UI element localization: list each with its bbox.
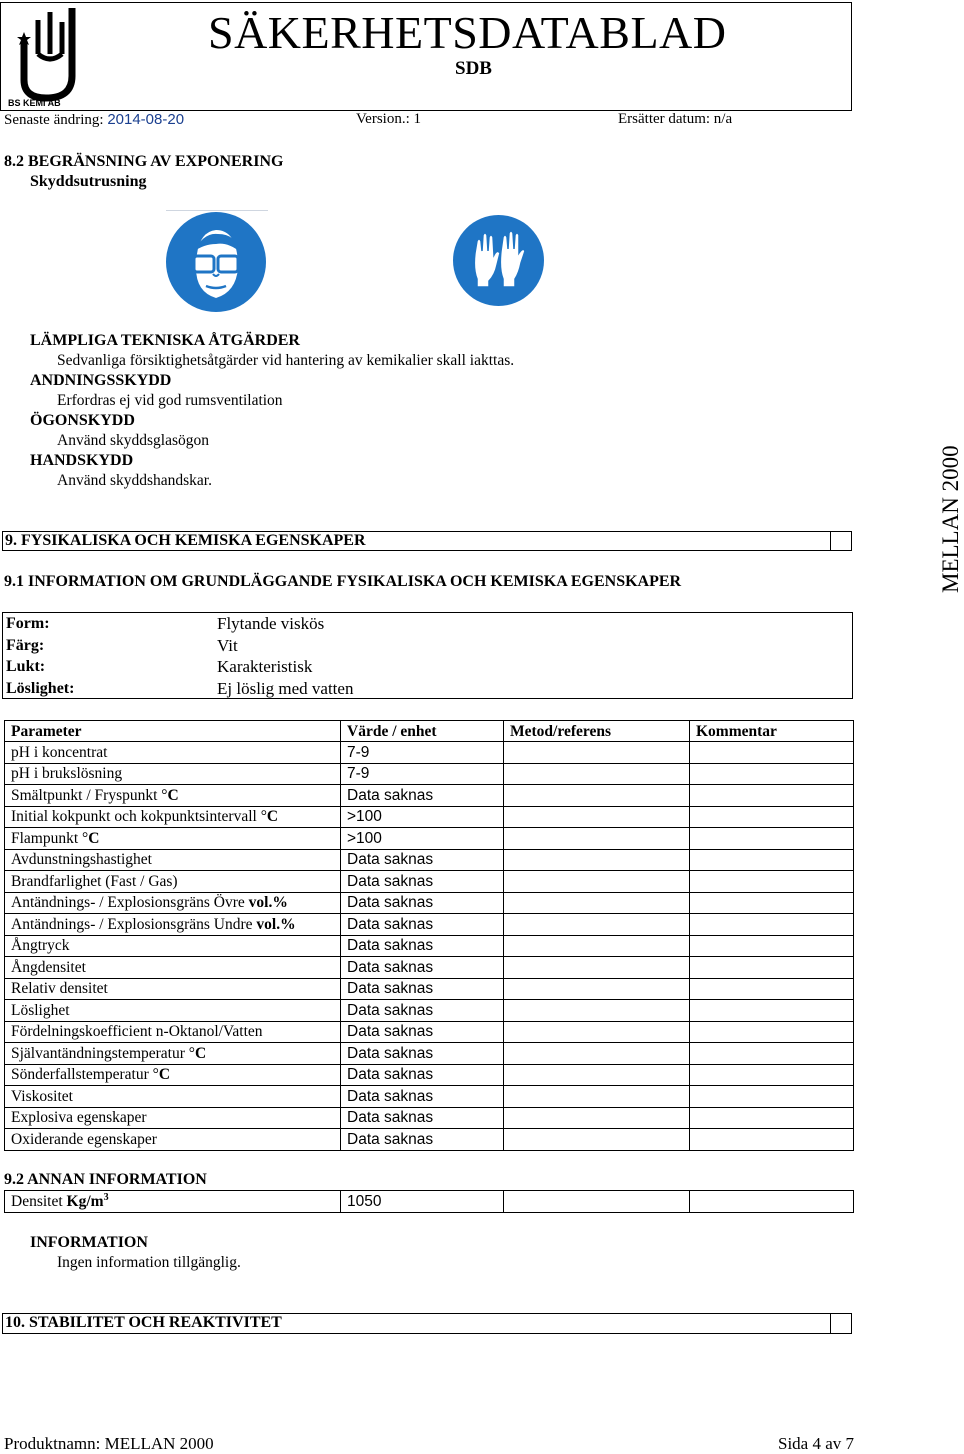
method-cell bbox=[504, 1107, 690, 1129]
value-cell: Data saknas bbox=[341, 1021, 504, 1043]
parameter-cell: Ångdensitet bbox=[5, 957, 341, 979]
parameter-cell: Relativ densitet bbox=[5, 978, 341, 1000]
value-cell: Data saknas bbox=[341, 1064, 504, 1086]
density-table bbox=[4, 1190, 854, 1213]
parameter-cell: Sönderfallstemperatur °C bbox=[5, 1064, 341, 1086]
method-cell bbox=[504, 1043, 690, 1065]
table-row bbox=[5, 742, 854, 764]
method-cell bbox=[504, 785, 690, 807]
value-cell: Data saknas bbox=[341, 849, 504, 871]
method-cell bbox=[504, 828, 690, 850]
method-cell bbox=[504, 1021, 690, 1043]
table-row bbox=[5, 1000, 854, 1022]
parameter-cell: Smältpunkt / Fryspunkt °C bbox=[5, 785, 341, 807]
table-row bbox=[5, 957, 854, 979]
footer-product-name: Produktnamn: MELLAN 2000 bbox=[4, 1434, 214, 1453]
section-9-bar bbox=[2, 531, 852, 551]
respiratory-heading: ANDNINGSSKYDD bbox=[30, 372, 172, 389]
table-row bbox=[5, 1064, 854, 1086]
prop-value: Flytande viskös bbox=[217, 614, 325, 633]
value-cell: Data saknas bbox=[341, 892, 504, 914]
section-10-heading: 10. STABILITET OCH REAKTIVITET bbox=[5, 1314, 282, 1331]
comment-cell bbox=[690, 849, 854, 871]
table-row bbox=[5, 914, 854, 936]
parameter-cell: Initial kokpunkt och kokpunktsintervall °C bbox=[5, 806, 341, 828]
technical-measures-heading: LÄMPLIGA TEKNISKA ÅTGÄRDER bbox=[30, 332, 300, 349]
eye-heading: ÖGONSKYDD bbox=[30, 412, 135, 429]
parameter-cell: Löslighet bbox=[5, 1000, 341, 1022]
method-cell bbox=[504, 1000, 690, 1022]
method-cell bbox=[504, 1086, 690, 1108]
section-8-2-heading: 8.2 BEGRÄNSNING AV EXPONERING bbox=[4, 153, 284, 170]
value-cell: Data saknas bbox=[341, 1107, 504, 1129]
parameter-cell: Avdunstningshastighet bbox=[5, 849, 341, 871]
parameter-cell: Antändnings- / Explosionsgräns Övre vol.% bbox=[5, 892, 341, 914]
parameters-table bbox=[4, 720, 854, 1151]
hand-heading: HANDSKYDD bbox=[30, 452, 134, 469]
pictogram-divider bbox=[166, 210, 268, 211]
replaces-date: Ersätter datum: n/a bbox=[618, 111, 733, 127]
value-cell: Data saknas bbox=[341, 785, 504, 807]
prop-value: Ej löslig med vatten bbox=[217, 679, 354, 698]
parameter-cell: Brandfarlighet (Fast / Gas) bbox=[5, 871, 341, 893]
prop-label: Färg: bbox=[6, 637, 45, 654]
table-row bbox=[5, 806, 854, 828]
density-row bbox=[5, 1191, 854, 1213]
column-header: Parameter bbox=[5, 721, 341, 742]
value-cell: >100 bbox=[341, 828, 504, 850]
version: Version.: 1 bbox=[356, 111, 421, 127]
comment-cell bbox=[690, 763, 854, 785]
table-row bbox=[5, 935, 854, 957]
bs-kemi-logo bbox=[10, 2, 90, 108]
last-changed-date: 2014-08-20 bbox=[107, 111, 185, 128]
comment-cell bbox=[690, 742, 854, 764]
method-cell bbox=[504, 1129, 690, 1151]
table-row bbox=[5, 763, 854, 785]
comment-cell bbox=[690, 1000, 854, 1022]
method-cell bbox=[504, 914, 690, 936]
information-heading: INFORMATION bbox=[30, 1234, 148, 1251]
comment-cell bbox=[690, 1064, 854, 1086]
eye-protection-icon bbox=[166, 212, 266, 317]
comment-cell bbox=[690, 935, 854, 957]
gloves-icon bbox=[453, 215, 544, 311]
density-label: Densitet $Kg/m^3$ bbox=[5, 1191, 341, 1213]
table-row bbox=[5, 1086, 854, 1108]
eye-text: Använd skyddsglasögon bbox=[57, 432, 209, 449]
side-product-label: MELLAN 2000 bbox=[938, 445, 963, 593]
method-cell bbox=[504, 935, 690, 957]
table-row bbox=[5, 892, 854, 914]
method-cell bbox=[504, 763, 690, 785]
value-cell: Data saknas bbox=[341, 871, 504, 893]
prop-label: Löslighet: bbox=[6, 680, 75, 697]
parameter-cell: Fördelningskoefficient n-Oktanol/Vatten bbox=[5, 1021, 341, 1043]
parameter-cell: pH i brukslösning bbox=[5, 763, 341, 785]
table-row bbox=[5, 978, 854, 1000]
method-cell bbox=[504, 892, 690, 914]
column-header: Värde / enhet bbox=[341, 721, 504, 742]
density-value: 1050 bbox=[341, 1191, 504, 1213]
comment-cell bbox=[690, 1086, 854, 1108]
parameter-cell: Oxiderande egenskaper bbox=[5, 1129, 341, 1151]
table-row bbox=[5, 1021, 854, 1043]
table-header-row bbox=[5, 721, 854, 742]
parameter-cell: Viskositet bbox=[5, 1086, 341, 1108]
value-cell: Data saknas bbox=[341, 914, 504, 936]
comment-cell bbox=[690, 1107, 854, 1129]
comment-cell bbox=[690, 871, 854, 893]
parameter-cell: Ångtryck bbox=[5, 935, 341, 957]
table-row bbox=[5, 1107, 854, 1129]
method-cell bbox=[504, 806, 690, 828]
prop-value: Karakteristisk bbox=[217, 657, 313, 676]
comment-cell bbox=[690, 1129, 854, 1151]
document-subtitle: SDB bbox=[455, 58, 492, 79]
value-cell: Data saknas bbox=[341, 1129, 504, 1151]
value-cell: 7-9 bbox=[341, 742, 504, 764]
parameter-cell: Antändnings- / Explosionsgräns Undre vol.% bbox=[5, 914, 341, 936]
table-row bbox=[5, 828, 854, 850]
value-cell: Data saknas bbox=[341, 1043, 504, 1065]
comment-cell bbox=[690, 957, 854, 979]
value-cell: Data saknas bbox=[341, 957, 504, 979]
prop-label: Form: bbox=[6, 615, 50, 632]
logo-text: BS KEMI AB bbox=[8, 98, 61, 108]
prop-label: Lukt: bbox=[6, 658, 46, 675]
last-changed: Senaste ändring: 2014-08-20 bbox=[4, 111, 185, 128]
parameter-cell: Flampunkt °C bbox=[5, 828, 341, 850]
comment-cell bbox=[690, 828, 854, 850]
document-title: SÄKERHETSDATABLAD bbox=[208, 7, 727, 58]
section-9-2-heading: 9.2 ANNAN INFORMATION bbox=[4, 1171, 207, 1188]
method-cell bbox=[504, 1064, 690, 1086]
technical-measures-text: Sedvanliga försiktighetsåtgärder vid hantering av kemikalier skall iakttas. bbox=[57, 352, 515, 369]
method-cell bbox=[504, 849, 690, 871]
table-row bbox=[5, 871, 854, 893]
table-row bbox=[5, 849, 854, 871]
hand-text: Använd skyddshandskar. bbox=[57, 472, 212, 489]
comment-cell bbox=[690, 806, 854, 828]
information-text: Ingen information tillgänglig. bbox=[57, 1254, 241, 1271]
section-10-bar bbox=[2, 1313, 852, 1334]
footer-page-number: Sida 4 av 7 bbox=[778, 1434, 855, 1453]
comment-cell bbox=[690, 892, 854, 914]
value-cell: Data saknas bbox=[341, 1000, 504, 1022]
value-cell: Data saknas bbox=[341, 1086, 504, 1108]
value-cell: >100 bbox=[341, 806, 504, 828]
method-cell bbox=[504, 742, 690, 764]
value-cell: 7-9 bbox=[341, 763, 504, 785]
table-row bbox=[5, 1129, 854, 1151]
table-row bbox=[5, 785, 854, 807]
parameter-cell: pH i koncentrat bbox=[5, 742, 341, 764]
comment-cell bbox=[690, 1043, 854, 1065]
respiratory-text: Erfordras ej vid god rumsventilation bbox=[57, 392, 283, 409]
table-row bbox=[5, 1043, 854, 1065]
ppe-heading: Skyddsutrusning bbox=[30, 173, 147, 190]
parameter-cell: Explosiva egenskaper bbox=[5, 1107, 341, 1129]
properties-box bbox=[2, 612, 853, 699]
method-cell bbox=[504, 957, 690, 979]
comment-cell bbox=[690, 1021, 854, 1043]
method-cell bbox=[504, 871, 690, 893]
section-9-heading: 9. FYSIKALISKA OCH KEMISKA EGENSKAPER bbox=[5, 532, 366, 549]
value-cell: Data saknas bbox=[341, 935, 504, 957]
comment-cell bbox=[690, 785, 854, 807]
parameter-cell: Självantändningstemperatur °C bbox=[5, 1043, 341, 1065]
prop-value: Vit bbox=[217, 636, 238, 655]
section-9-1-heading: 9.1 INFORMATION OM GRUNDLÄGGANDE FYSIKALISKA OCH KEMISKA EGENSKAPER bbox=[4, 573, 682, 590]
method-cell bbox=[504, 978, 690, 1000]
column-header: Kommentar bbox=[690, 721, 854, 742]
column-header: Metod/referens bbox=[504, 721, 690, 742]
comment-cell bbox=[690, 914, 854, 936]
value-cell: Data saknas bbox=[341, 978, 504, 1000]
comment-cell bbox=[690, 978, 854, 1000]
